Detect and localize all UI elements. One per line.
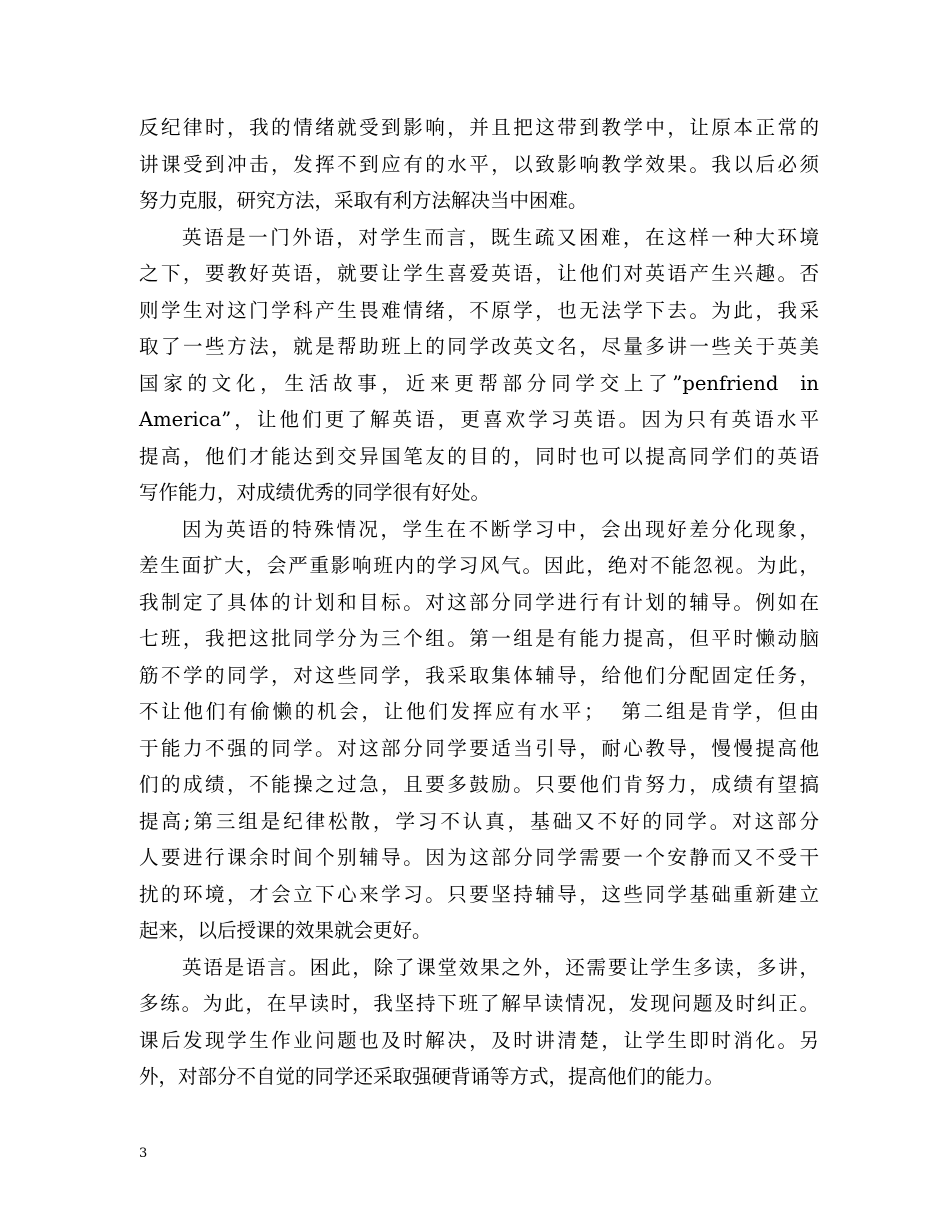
text-line: America”，让他们更了解英语，更喜欢学习英语。因为只有英语水平 xyxy=(139,408,819,431)
text-line: 扰的环境，才会立下心来学习。只要坚持辅导，这些同学基础重新建立 xyxy=(139,882,819,906)
text-line: 于能力不强的同学。对这部分同学要适当引导，耐心教导，慢慢提高他 xyxy=(139,736,819,760)
text-line: 写作能力，对成绩优秀的同学很有好处。 xyxy=(139,481,491,504)
paragraph xyxy=(139,512,819,950)
paragraph xyxy=(139,220,819,512)
text-line: 我制定了具体的计划和目标。对这部分同学进行有计划的辅导。例如在 xyxy=(139,590,819,614)
text-line: 外，对部分不自觉的同学还采取强硬背诵等方式，提高他们的能力。 xyxy=(139,1065,725,1088)
text-line: 国家的文化，生活故事，近来更帮部分同学交上了”penfriend in xyxy=(139,371,819,395)
text-line: 起来，以后授课的效果就会更好。 xyxy=(139,919,432,942)
body-text xyxy=(139,110,819,1096)
text-line: 反纪律时，我的情绪就受到影响，并且把这带到教学中，让原本正常的 xyxy=(139,116,819,139)
text-line: 差生面扩大，会严重影响班内的学习风气。因此，绝对不能忽视。为此， xyxy=(139,554,819,577)
text-line: 因为英语的特殊情况，学生在不断学习中，会出现好差分化现象， xyxy=(182,517,819,541)
text-line: 们的成绩，不能操之过急，且要多鼓励。只要他们肯努力，成绩有望搞 xyxy=(139,773,819,796)
text-line: 则学生对这门学科产生畏难情绪，不原学，也无法学下去。为此，我采 xyxy=(139,298,819,322)
text-line: 提高;第三组是纪律松散，学习不认真，基础又不好的同学。对这部分 xyxy=(139,809,819,833)
text-line: 讲课受到冲击，发挥不到应有的水平，以致影响教学效果。我以后必须 xyxy=(139,152,819,176)
text-line: 英语是一门外语，对学生而言，既生疏又困难，在这样一种大环境 xyxy=(182,225,819,249)
text-line: 取了一些方法，就是帮助班上的同学改英文名，尽量多讲一些关于英美 xyxy=(139,335,819,358)
page-number: 3 xyxy=(139,1146,148,1161)
paragraph xyxy=(139,110,819,220)
text-line: 筋不学的同学，对这些同学，我采取集体辅导，给他们分配固定任务， xyxy=(139,663,819,687)
text-line: 英语是语言。困此，除了课堂效果之外，还需要让学生多读，多讲， xyxy=(182,955,819,979)
text-line: 多练。为此，在早读时，我坚持下班了解早读情况，发现问题及时纠正。 xyxy=(139,992,819,1015)
text-line: 努力克服，研究方法，采取有利方法解决当中困难。 xyxy=(139,189,588,212)
text-line: 七班，我把这批同学分为三个组。第一组是有能力提高，但平时懒动脑 xyxy=(139,627,819,650)
text-line: 课后发现学生作业问题也及时解决，及时讲清楚，让学生即时消化。另 xyxy=(139,1028,819,1052)
paragraph xyxy=(139,950,819,1096)
text-line: 提高，他们才能达到交异国笔友的目的，同时也可以提高同学们的英语 xyxy=(139,444,819,468)
text-line: 之下，要教好英语，就要让学生喜爱英语，让他们对英语产生兴趣。否 xyxy=(139,262,819,285)
text-line: 人要进行课余时间个别辅导。因为这部分同学需要一个安静而又不受干 xyxy=(139,846,819,869)
text-line: 不让他们有偷懒的机会，让他们发挥应有水平； 第二组是肯学，但由 xyxy=(139,700,819,723)
